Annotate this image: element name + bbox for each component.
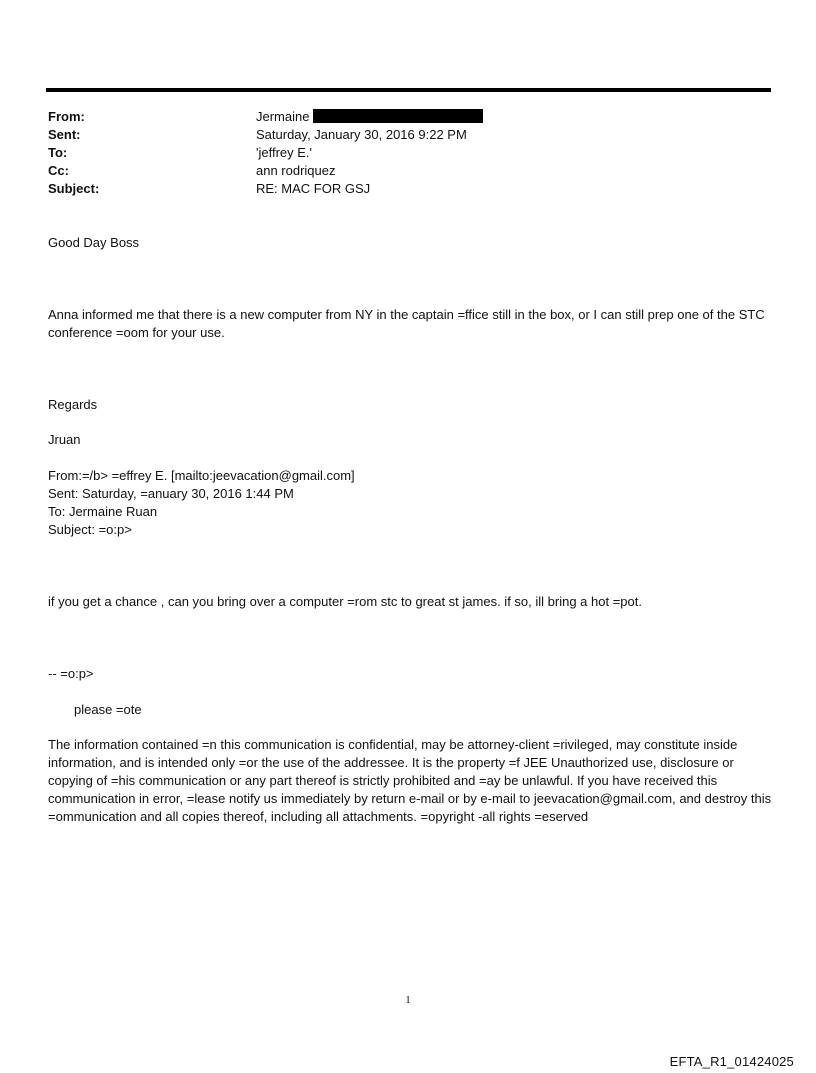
- subject-row: [48, 180, 748, 198]
- sent-value: Saturday, January 30, 2016 9:22 PM: [256, 127, 467, 142]
- header-divider-rule: [46, 88, 771, 92]
- quoted-message: if you get a chance , can you bring over a computer =rom stc to great st james. if so, ill bring a hot =pot.: [48, 594, 642, 609]
- to-value: 'jeffrey E.': [256, 145, 313, 160]
- signature-separator: -- =o:p>: [48, 666, 94, 681]
- greeting: Good Day Boss: [48, 235, 140, 250]
- quoted-header: [48, 467, 773, 539]
- from-name: Jermaine: [256, 109, 310, 124]
- cc-row: [48, 162, 748, 180]
- note-line: please =ote: [74, 702, 142, 717]
- redaction-box: [313, 109, 483, 123]
- signature: Jruan: [48, 432, 81, 447]
- to-label: To:: [48, 145, 68, 160]
- to-row: [48, 144, 748, 162]
- quoted-subject-line: Subject: =o:p>: [48, 522, 132, 537]
- sent-row: [48, 126, 748, 144]
- email-header: [48, 108, 748, 198]
- quoted-to-line: To: Jermaine Ruan: [48, 504, 158, 519]
- quoted-from-line: From:=/b> =effrey E. [mailto:jeevacation@gmail.com]: [48, 468, 355, 483]
- document-id: EFTA_R1_01424025: [669, 1054, 794, 1069]
- quoted-sent-line: Sent: Saturday, =anuary 30, 2016 1:44 PM: [48, 486, 294, 501]
- cc-label: Cc:: [48, 163, 69, 178]
- closing: Regards: [48, 397, 98, 412]
- disclaimer: The information contained =n this communication is confidential, may be attorney-client =rivileged, may constitute inside information, and is intended only =or the use of the addressee. It is the property =f JEE Unauthorized use, disclosure or copying of =his communication or any part thereof is strictly prohibited and =ay be unlawful. If you have received this communication in error, =lease notify us immediately by return e-mail or by e-mail to jeevacation@gmail.com, and destroy this =ommunication and all copies thereof, including all attachments. =opyright -all rights =eserved: [48, 737, 772, 824]
- from-value: [256, 108, 748, 126]
- from-label: From:: [48, 109, 85, 124]
- from-row: [48, 108, 748, 126]
- subject-value: RE: MAC FOR GSJ: [256, 181, 371, 196]
- page-number: 1: [405, 994, 411, 1006]
- cc-value: ann rodriquez: [256, 163, 336, 178]
- body-paragraph: Anna informed me that there is a new computer from NY in the captain =ffice still in the box, or I can still prep one of the STC conference =oom for your use.: [48, 307, 765, 340]
- subject-label: Subject:: [48, 181, 100, 196]
- sent-label: Sent:: [48, 127, 81, 142]
